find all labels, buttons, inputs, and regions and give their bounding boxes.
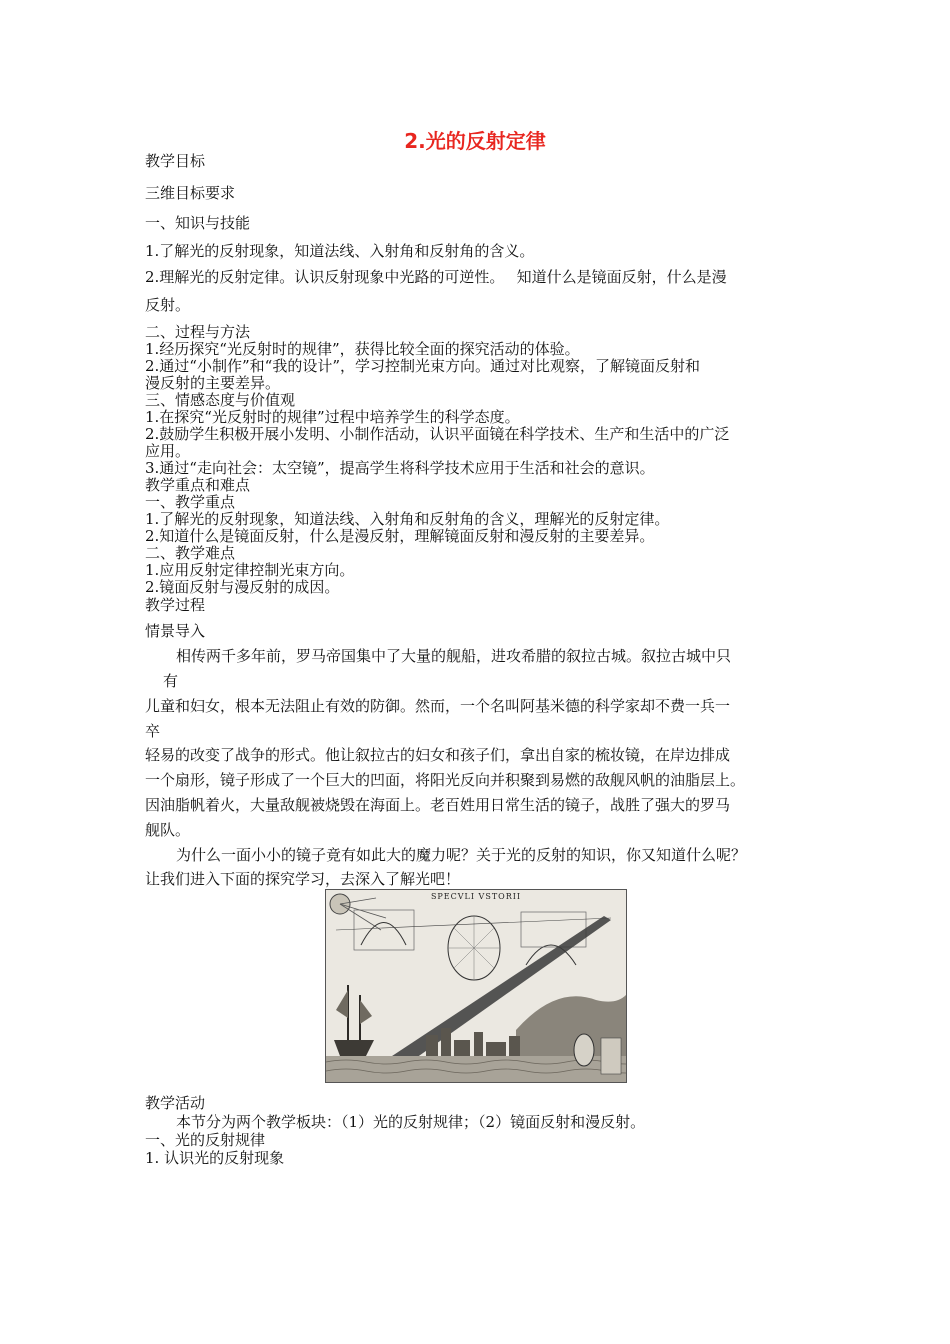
heading-key-points: 教学重点和难点: [145, 476, 251, 494]
text-line: 应用。: [145, 442, 191, 460]
text-line: 卒: [145, 722, 161, 740]
text-line: 有: [163, 672, 179, 690]
text-line: 2.知道什么是镜面反射，什么是漫反射，理解镜面反射和漫反射的主要差异。: [145, 527, 655, 545]
text-line: 3.通过“走向社会：太空镜”，提高学生将科学技术应用于生活和社会的意识。: [145, 459, 655, 477]
text-line: 轻易的改变了战争的形式。他让叙拉古的妇女和孩子们，拿出自家的梳妆镜，在岸边排成: [145, 746, 731, 764]
heading-teaching-goals: 教学目标: [145, 152, 206, 170]
heading-recognize-reflection: 1. 认识光的反射现象: [145, 1149, 285, 1167]
heading-teaching-process: 教学过程: [145, 596, 206, 614]
text-line: 舰队。: [145, 821, 191, 839]
heading-teaching-focus: 一、教学重点: [145, 493, 236, 511]
page-title: 2.光的反射定律: [404, 129, 546, 153]
heading-teaching-difficulty: 二、教学难点: [145, 544, 236, 562]
heading-process-methods: 二、过程与方法: [145, 323, 251, 341]
text-line: 为什么一面小小的镜子竟有如此大的魔力呢？关于光的反射的知识，你又知道什么呢？: [176, 846, 747, 864]
archimedes-mirror-engraving: [325, 889, 627, 1083]
text-line: 1.经历探究“光反射时的规律”，获得比较全面的探究活动的体验。: [145, 340, 580, 358]
heading-scene-intro: 情景导入: [145, 622, 206, 640]
text-line: 儿童和妇女，根本无法阻止有效的防御。然而，一个名叫阿基米德的科学家却不费一兵一: [145, 697, 731, 715]
text-line: 一个扇形，镜子形成了一个巨大的凹面，将阳光反向并积聚到易燃的敌舰风帆的油脂层上。: [145, 771, 746, 789]
text-line: 让我们进入下面的探究学习，去深入了解光吧！: [145, 870, 461, 888]
text-line: 1.应用反射定律控制光束方向。: [145, 561, 355, 579]
text-line: 2.理解光的反射定律。认识反射现象中光路的可逆性。 知道什么是镜面反射，什么是漫: [145, 268, 727, 286]
text-line: 1.在探究“光反射时的规律”过程中培养学生的科学态度。: [145, 408, 520, 426]
heading-teaching-activities: 教学活动: [145, 1094, 206, 1112]
text-line: 本节分为两个教学板块：（1）光的反射规律；（2）镜面反射和漫反射。: [176, 1113, 646, 1131]
engraving-illustration: [326, 890, 626, 1082]
text-line: 1.了解光的反射现象，知道法线、入射角和反射角的含义，理解光的反射定律。: [145, 510, 670, 528]
text-line: 2.通过“小制作”和“我的设计”，学习控制光束方向。通过对比观察，了解镜面反射和: [145, 357, 700, 375]
text-line: 漫反射的主要差异。: [145, 374, 281, 392]
heading-knowledge-skills: 一、知识与技能: [145, 214, 251, 232]
text-line: 1.了解光的反射现象，知道法线、入射角和反射角的含义。: [145, 242, 535, 260]
text-line: 2.鼓励学生积极开展小发明、小制作活动，认识平面镜在科学技术、生产和生活中的广泛: [145, 425, 730, 443]
heading-three-dim-goals: 三维目标要求: [145, 184, 236, 202]
heading-reflection-law: 一、光的反射规律: [145, 1131, 266, 1149]
text-line: 2.镜面反射与漫反射的成因。: [145, 578, 340, 596]
heading-attitude-values: 三、情感态度与价值观: [145, 391, 296, 409]
figure-caption: SPECVLI VSTORII: [430, 892, 522, 901]
text-line: 反射。: [145, 296, 191, 314]
text-line: 相传两千多年前，罗马帝国集中了大量的舰船，进攻希腊的叙拉古城。叙拉古城中只: [176, 647, 732, 665]
text-line: 因油脂帆着火，大量敌舰被烧毁在海面上。老百姓用日常生活的镜子，战胜了强大的罗马: [145, 796, 731, 814]
